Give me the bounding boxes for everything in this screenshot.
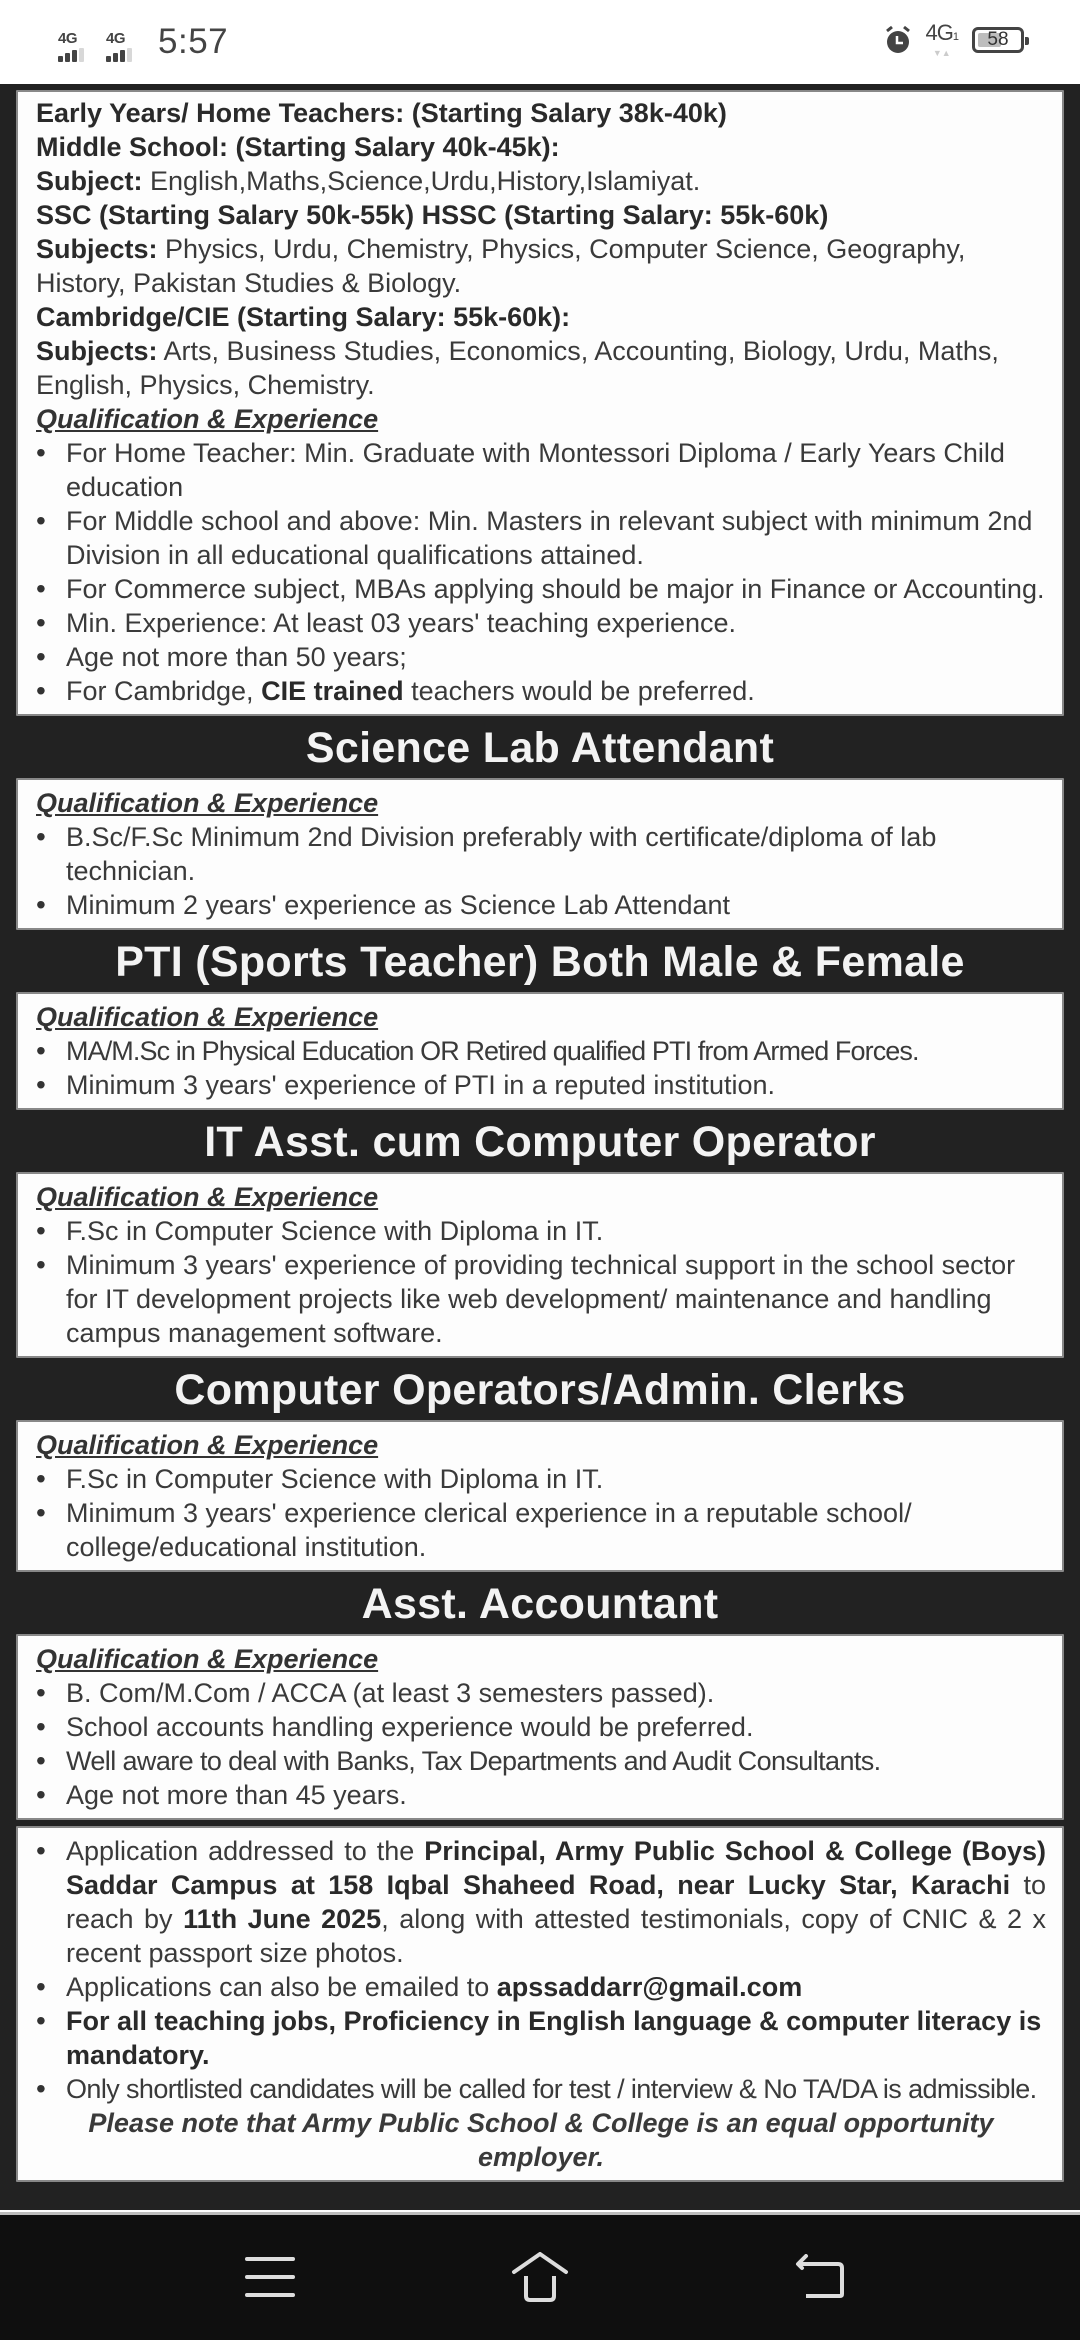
status-bar-left [58,22,228,62]
recents-icon [245,2255,295,2304]
list-item: • MA/M.Sc in Physical Education OR Retired qualified PTI from Armed Forces. [36,1034,1046,1068]
teacher-requirements-list [36,436,1046,708]
list-item: • For Commerce subject, MBAs applying should be major in Finance or Accounting. [36,572,1046,606]
home-icon [510,2252,570,2307]
list-item: • B. Com/M.Com / ACCA (at least 3 semesters passed). [36,1676,1046,1710]
cambridge-salary: Cambridge/CIE (Starting Salary: 55k-60k): [36,302,571,332]
list-item: • Minimum 3 years' experience of PTI in a reputed institution. [36,1068,1046,1102]
middle-school-subjects: Subject: English,Maths,Science,Urdu,History,Islamiyat. [36,166,701,196]
list-item: • Only shortlisted candidates will be called for test / interview & No TA/DA is admissible. [36,2072,1046,2106]
email-address: apssaddarr@gmail.com [496,1972,803,2002]
battery-icon [972,27,1024,53]
back-button[interactable] [790,2253,850,2305]
network-sim-index: 1 [952,31,958,43]
list-item: • Min. Experience: At least 03 years' teaching experience. [36,606,1046,640]
list-item: • For Home Teacher: Min. Graduate with Montessori Diploma / Early Years Child education [36,436,1046,504]
qualification-heading: Qualification & Experience [36,404,379,434]
list-item: • Well aware to deal with Banks, Tax Departments and Audit Consultants. [36,1744,1046,1778]
ssc-subjects: Subjects: Physics, Urdu, Chemistry, Physics, Computer Science, Geography, History, Pakistan Studies & Biology. [36,234,966,298]
recents-button[interactable] [240,2253,300,2305]
mobile-data-icon: 4G1 ▼▲ [925,20,958,58]
qualification-heading: Qualification & Experience [36,1430,379,1460]
application-email: • Applications can also be emailed to apssaddarr@gmail.com [36,1970,1046,2004]
list-item: • Minimum 2 years' experience as Science Lab Attendant [36,888,1046,922]
computer-operators-box [16,1420,1064,1572]
job-advertisement [0,84,1080,2210]
qualification-heading: Qualification & Experience [36,1644,379,1674]
qualification-heading: Qualification & Experience [36,788,379,818]
qualification-heading: Qualification & Experience [36,1002,379,1032]
teachers-box [16,90,1064,716]
battery-level: 58 [987,29,1009,50]
home-button[interactable] [510,2253,570,2305]
status-bar-right [884,22,1024,58]
sim1-network-label: 4G [58,30,78,47]
equal-opportunity-note: Please note that Army Public School & College is an equal opportunity employer. [88,2108,994,2172]
list-item: • Age not more than 50 years; [36,640,1046,674]
application-box [16,1826,1064,2182]
list-item: • Minimum 3 years' experience clerical experience in a reputable school/ college/educational institution. [36,1496,1046,1564]
network-type: 4G [925,20,953,45]
pti-box [16,992,1064,1110]
section-title-computer-operators: Computer Operators/Admin. Clerks [174,1366,906,1414]
list-item: • For all teaching jobs, Proficiency in English language & computer literacy is mandatory. [36,2004,1046,2072]
clock-time: 5:57 [158,22,229,61]
cambridge-subjects: Subjects: Arts, Business Studies, Economics, Accounting, Biology, Urdu, Maths, English, Physics, Chemistry. [36,336,999,400]
section-title-pti: PTI (Sports Teacher) Both Male & Female [115,938,965,986]
back-icon [794,2254,846,2305]
navigation-bar [0,2212,1080,2340]
list-item: • School accounts handling experience would be preferred. [36,1710,1046,1744]
sim2-network-label: 4G [106,30,126,47]
section-title-asst-accountant: Asst. Accountant [361,1580,719,1628]
early-years-salary: Early Years/ Home Teachers: (Starting Salary 38k-40k) [36,98,727,128]
sim2-signal-icon [106,31,140,62]
list-item: • Age not more than 45 years. [36,1778,1046,1812]
science-lab-box [16,778,1064,930]
list-item: • F.Sc in Computer Science with Diploma in IT. [36,1462,1046,1496]
section-title-science-lab-attendant: Science Lab Attendant [305,724,775,772]
list-item: • Minimum 3 years' experience of providing technical support in the school sector for IT development projects like web development/ maintenance and handling campus management software. [36,1248,1046,1350]
section-title-it-assistant: IT Asst. cum Computer Operator [204,1118,876,1166]
asst-accountant-box [16,1634,1064,1820]
ssc-hssc-salary: SSC (Starting Salary 50k-55k) HSSC (Starting Salary: 55k-60k) [36,200,829,230]
application-address: • Application addressed to the Principal, Army Public School & College (Boys) Saddar Campus at 158 Iqbal Shaheed Road, near Lucky Star, Karachi to reach by 11th June 2025, along with attested testimonials, copy of CNIC & 2 x recent passport size photos. [36,1834,1046,1970]
status-bar [0,0,1080,84]
list-item: • B.Sc/F.Sc Minimum 2nd Division preferably with certificate/diploma of lab technician. [36,820,1046,888]
middle-school-salary: Middle School: (Starting Salary 40k-45k): [36,132,560,162]
list-item: • For Middle school and above: Min. Masters in relevant subject with minimum 2nd Division in all educational qualifications attained. [36,504,1046,572]
sim1-signal-icon [58,31,92,62]
list-item: • F.Sc in Computer Science with Diploma in IT. [36,1214,1046,1248]
alarm-icon [884,25,912,55]
it-assistant-box [16,1172,1064,1358]
qualification-heading: Qualification & Experience [36,1182,379,1212]
list-item: • For Cambridge, CIE trained teachers would be preferred. [36,674,1046,708]
